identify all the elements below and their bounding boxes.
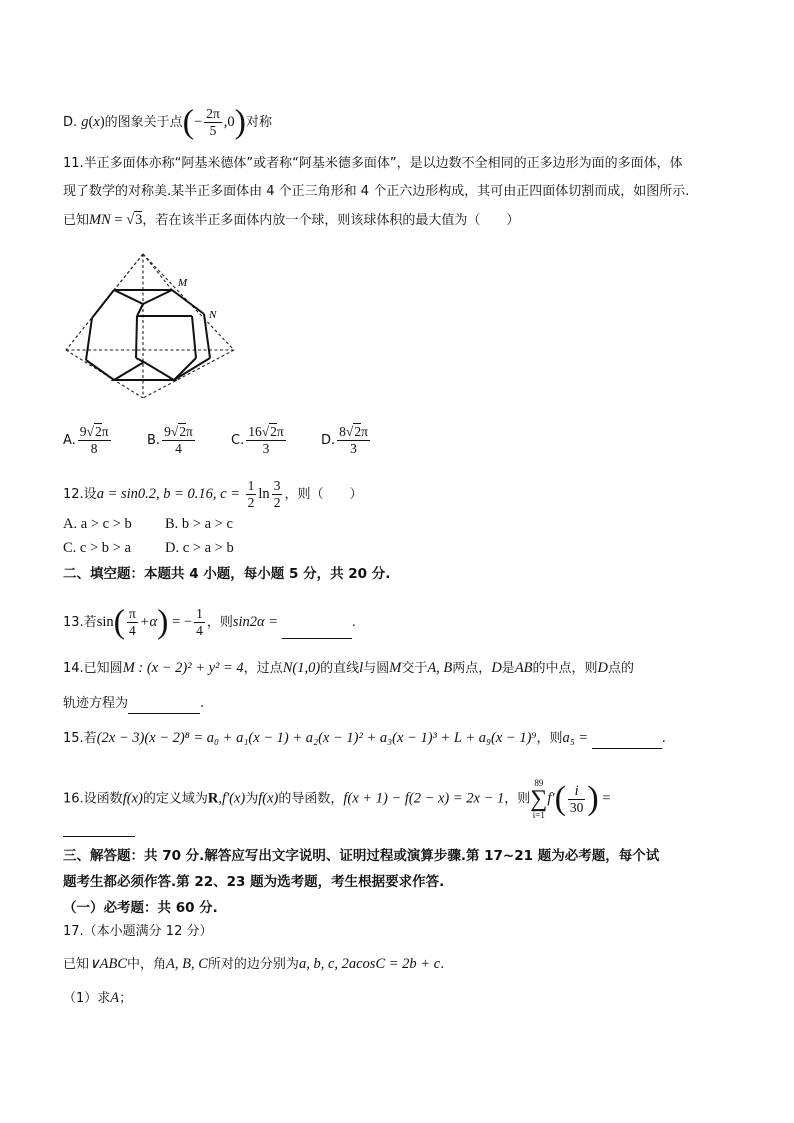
section-3-line-1: 三、解答题：共 70 分.解答应写出文字说明、证明过程或演算步骤.第 17~21 题为必考题，每个试 <box>63 848 660 864</box>
q17-subquestion-1: （1）求A； <box>63 990 133 1006</box>
q14-answer-blank[interactable] <box>128 713 200 714</box>
label-m: M <box>178 277 188 289</box>
q11-line-1: 11.半正多面体亦称“阿基米德体”或者称“阿基米德多面体”，是以边数不全相同的正多边形为面的多面体，体 <box>63 156 683 171</box>
q11-line-2: 现了数学的对称美.某半正多面体由 4 个正三角形和 4 个正六边形构成，其可由正四面体切割而成，如图所示. <box>63 184 690 199</box>
q11-line-3: 已知MN = √3，若在该半正多面体内放一个球，则该球体积的最大值为（ ） <box>63 212 520 228</box>
q11-option-b[interactable]: B. $\frac{9√2\pi}{4}$ <box>147 424 193 456</box>
q11-option-c[interactable]: C. $\frac{16√2\pi}{3}$ <box>231 424 284 456</box>
q12-option-d[interactable]: D. c > a > b <box>165 540 234 556</box>
q17-stem: 已知∨ABC中，角A, B, C所对的边分别为a, b, c, 2acosC = 2b + c. <box>63 956 445 972</box>
q14-line-2: 轨迹方程为 . <box>63 694 204 714</box>
q15-stem: 15.若(2x − 3)(x − 2)⁸ = a₀ + a₁(x − 1) + a₂(x − 1)² + a₃(x − 1)³ + L + a₉(x − 1)⁹，则a₅ = . <box>63 728 666 749</box>
part-1-heading: （一）必考题：共 60 分. <box>63 900 218 916</box>
q10-option-d: D. g(x)的图象关于点(− $\frac{2\pi}{5}$ ,0)对称 <box>63 103 272 141</box>
q12-option-b[interactable]: B. b > a > c <box>165 516 233 532</box>
q16-stem: 16.设函数f(x)的定义域为R,f′(x)为f(x)的导函数，f(x + 1) − f(2 − x) = 2x − 1，则 89 ∑ i=1 f′( $\frac{i}{30}$ ) = <box>63 778 611 820</box>
q16-answer-blank[interactable] <box>63 822 135 837</box>
section-2-heading: 二、填空题：本题共 4 小题，每小题 5 分，共 20 分. <box>63 566 391 582</box>
q12-option-a[interactable]: A. a > c > b <box>63 516 132 532</box>
truncated-tetrahedron-figure <box>62 250 240 398</box>
q14-line-1: 14.已知圆M : (x − 2)² + y² = 4，过点N(1,0)的直线l与圆M交于A, B两点，D是AB的中点，则D点的 <box>63 660 635 676</box>
fraction-2pi-over-5: $\frac{2\pi}{5}$ <box>206 106 220 138</box>
q12-stem: 12.设a = sin0.2, b = 0.16, c = $\frac{1}{2}$ ln $\frac{3}{2}$ ，则（ ） <box>63 478 363 510</box>
q17-title: 17.（本小题满分 12 分） <box>63 924 213 939</box>
q11-option-d[interactable]: D. $\frac{8√2\pi}{3}$ <box>321 424 368 456</box>
section-3-line-2: 题考生都必须作答.第 22、23 题为选考题，考生根据要求作答. <box>63 874 445 890</box>
q15-answer-blank[interactable] <box>592 748 662 749</box>
q11-option-a[interactable]: A. $\frac{9√2\pi}{8}$ <box>63 424 109 456</box>
q13-answer-blank[interactable] <box>282 638 352 639</box>
q13-stem: 13.若sin( $\frac{\pi}{4}$ +α) = − $\frac{1}{4}$ ，则sin2α = . <box>63 603 356 641</box>
label-n: N <box>209 309 217 321</box>
q12-option-c[interactable]: C. c > b > a <box>63 540 131 556</box>
